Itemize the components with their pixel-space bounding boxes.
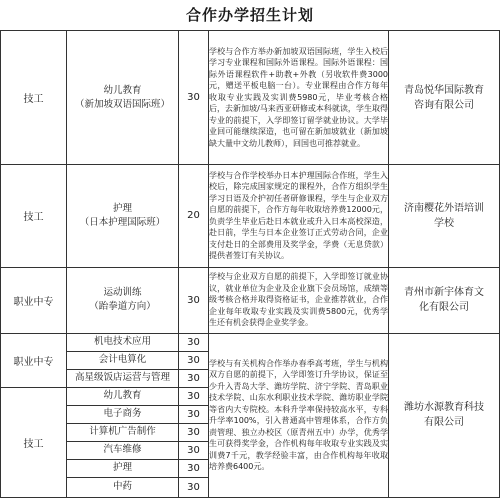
major-name: 幼儿教育 <box>103 84 142 96</box>
cooperation-description: 学校与合作方举办新加坡双语国际班，学生入校后学习专业课程和国际外语课程。国际外语课程：国际外语课程软件+助教+外教（另收软件费3000元，赠送平板电脑一台）。专业课程由合作方每年收取专业实践及实训费5980元，毕业考核合格后，去新加坡/马来西亚研修或本科就读，学生取得专业的前提下，入学即签订留学就业协议。大学毕业回可能继续深造，也可留在新加坡就业（新加坡缺大量中文幼儿教师），回国也可推荐就业。 <box>209 31 389 165</box>
school-type-cell: 职业中专 <box>1 267 67 333</box>
school-type-cell: 技工 <box>1 165 67 267</box>
cooperation-description: 学校与合作学校举办日本护理国际合作班，学生入校后，除完成国家规定的课程外，合作方组织学生学习日语及介护初任者研修课程，学生与企业双方自愿的前提下，合作方每年收取培养费12000元，负责学生毕业后赴日本就业或升入日本高校深造，赴日前，学生与日本企业签订正式劳动合同，企业支付赴日的全部费用及奖学金，学费（无息贷款）提供者签订有关协议。 <box>209 165 389 267</box>
enrollment-plan-table <box>0 30 500 498</box>
partner-name: 潍坊水源教育科技有限公司 <box>404 402 484 429</box>
table-row <box>1 267 500 333</box>
enrollment-count: 30 <box>179 351 209 369</box>
enrollment-count: 30 <box>179 31 209 165</box>
enrollment-count: 20 <box>179 165 209 267</box>
enrollment-count: 30 <box>179 369 209 387</box>
partner-cell <box>389 165 500 267</box>
school-type-cell: 技工 <box>1 31 67 165</box>
table-row <box>1 31 500 165</box>
enrollment-count: 30 <box>179 333 209 351</box>
major-name: 机电技术应用 <box>67 333 179 351</box>
major-name: 计算机广告制作 <box>67 423 179 441</box>
major-note: （新加坡双语国际班） <box>74 98 170 110</box>
major-name: 中药 <box>67 477 179 497</box>
major-name: 汽车维修 <box>67 441 179 459</box>
school-type-cell: 技工 <box>1 387 67 497</box>
table-row <box>1 165 500 267</box>
major-name: 护理 <box>67 459 179 477</box>
major-cell <box>67 165 179 267</box>
major-name: 幼儿教育 <box>67 387 179 405</box>
enrollment-count: 30 <box>179 477 209 497</box>
major-cell <box>67 267 179 333</box>
major-note: （日本护理国际班） <box>79 216 166 228</box>
enrollment-count: 30 <box>179 405 209 423</box>
cooperation-description: 学校与有关机构合作举办春季高考班，学生与机构双方自愿的前提下，入学即签订升学协议，保证至少升入青岛大学、潍坊学院、济宁学院、青岛职业技术学院、山东水利职业技术学院、潍坊职业学院等省内大专院校。本科升学率保持较高水平，专科升学率100%，引入普通高中管理体系，合作方负责管理、独立办校区（原青州五中）办学，优秀学生可获得奖学金，合作机构每年收取专业实践及实训费7千元，教学经验丰富，由合作机构每年收取培养费6400元。 <box>209 333 389 497</box>
cooperation-description: 学校与企业双方自愿的前提下，入学即签订就业协议，就业单位为企业及企业旗下会员场馆，成绩等级考核合格并取得资格证书，企业推荐就业，合作企业每年收取专业实践及实训费5800元，优秀学生还有机会获得企业奖学金。 <box>209 267 389 333</box>
major-name: 护理 <box>112 202 132 214</box>
enrollment-count: 30 <box>179 441 209 459</box>
partner-cell <box>389 31 500 165</box>
enrollment-count: 30 <box>179 459 209 477</box>
partner-name: 青州市新宇体育文化有限公司 <box>404 287 484 314</box>
table-row <box>1 333 500 351</box>
major-name: 会计电算化 <box>67 351 179 369</box>
major-note: （跆拳道方向） <box>89 301 156 313</box>
enrollment-count: 30 <box>179 267 209 333</box>
major-cell <box>67 31 179 165</box>
page-title: 合作办学招生计划 <box>185 6 314 24</box>
major-name: 电子商务 <box>67 405 179 423</box>
major-name: 高星级饭店运营与管理 <box>67 369 179 387</box>
school-type-cell: 职业中专 <box>1 333 67 387</box>
enrollment-count: 30 <box>179 423 209 441</box>
partner-cell <box>389 267 500 333</box>
enrollment-count: 30 <box>179 387 209 405</box>
partner-cell <box>389 333 500 497</box>
partner-name: 青岛悦华国际教育咨询有限公司 <box>404 84 484 111</box>
major-name: 运动训练 <box>103 287 142 299</box>
partner-name: 济南樱花外语培训学校 <box>404 202 484 229</box>
